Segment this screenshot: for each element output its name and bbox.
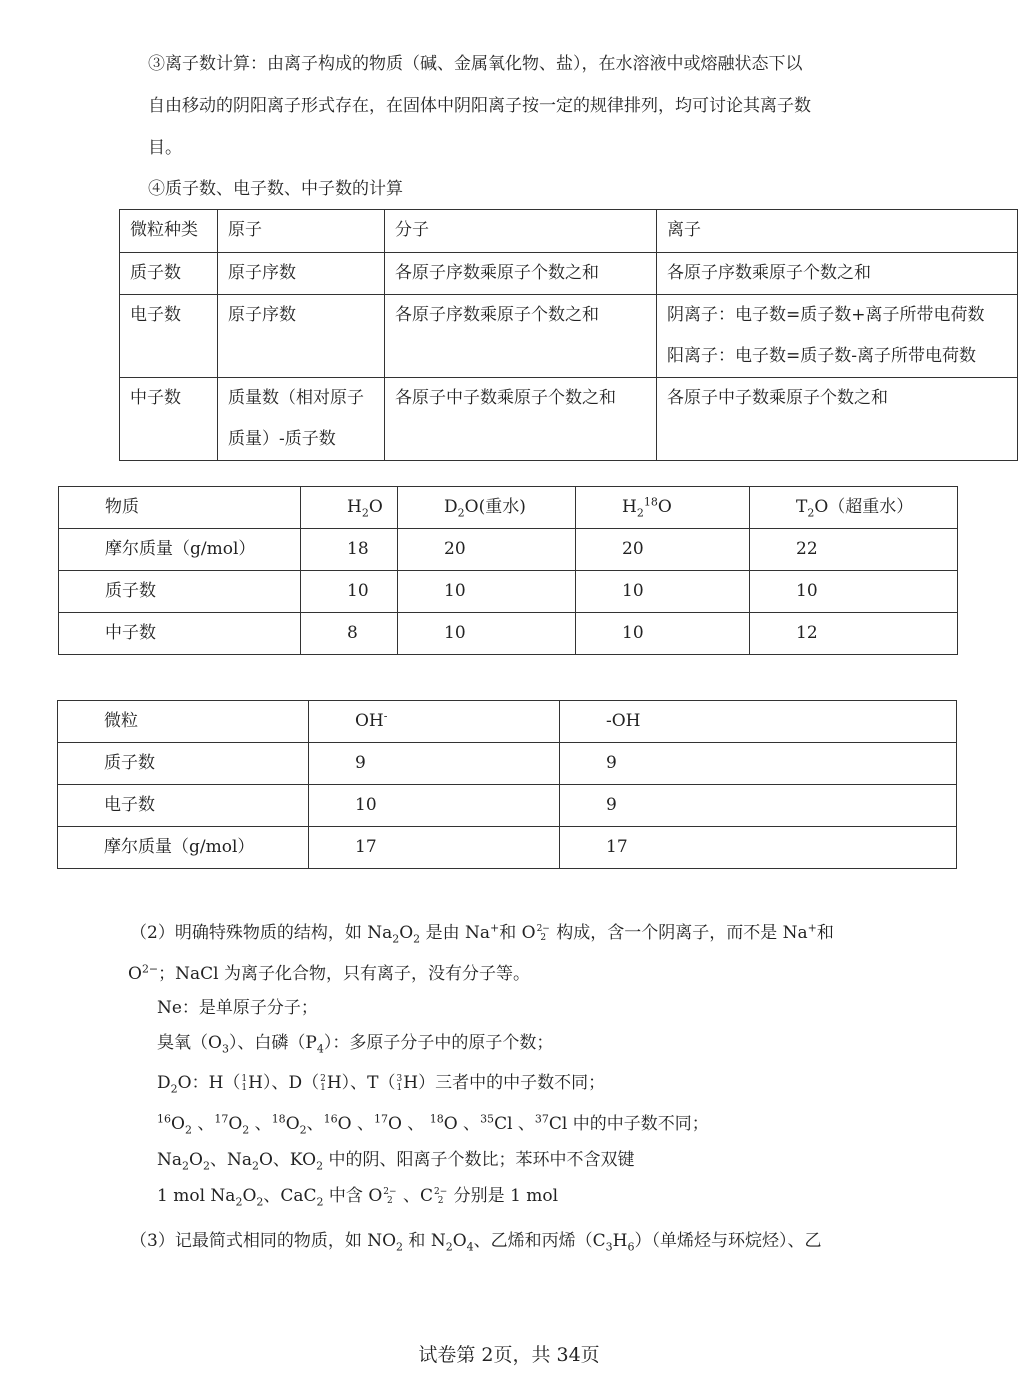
subscript: 2 xyxy=(445,1240,453,1254)
table-cell: 电子数 xyxy=(120,295,218,378)
table-row xyxy=(120,378,1018,461)
subscript: 2 xyxy=(457,506,465,520)
anion-rule: 阴离子：电子数=质子数+离子所带电荷数 xyxy=(667,305,985,325)
text: ）、白磷（P xyxy=(228,1033,317,1053)
charge-stack xyxy=(383,1188,396,1206)
atomic-number: 1 xyxy=(320,1082,326,1093)
table-header xyxy=(750,487,958,529)
table-cell: 中子数 xyxy=(120,378,218,461)
superscript: 17 xyxy=(214,1112,229,1126)
table-cell: 9 xyxy=(560,743,957,785)
text: 和 xyxy=(816,923,834,943)
text: O xyxy=(128,964,142,984)
text: 、CaC xyxy=(263,1186,317,1206)
superscript: 37 xyxy=(534,1112,549,1126)
table-cell: 10 xyxy=(750,571,958,613)
page-footer: 试卷第 2页，共 34页 xyxy=(418,1344,600,1366)
superscript: 16 xyxy=(157,1112,171,1126)
subscript: 2 xyxy=(170,1082,178,1096)
table-cell: 12 xyxy=(750,613,958,655)
formula-part: O xyxy=(657,497,672,517)
table-cell: 10 xyxy=(309,785,560,827)
text: H）、T（ xyxy=(326,1073,396,1093)
table-cell: 17 xyxy=(309,827,560,869)
text: H）三者中的中子数不同； xyxy=(403,1073,606,1093)
text: 构成，含一个阴离子，而不是 Na xyxy=(550,923,808,943)
subscript: 2 xyxy=(184,1123,192,1137)
text: 中含 O xyxy=(323,1186,383,1206)
table-cell: 中子数 xyxy=(59,613,301,655)
text: Cl 中的中子数不同； xyxy=(548,1114,709,1134)
nuclide-stack xyxy=(320,1075,326,1093)
table-cell: 电子数 xyxy=(58,785,309,827)
table-row xyxy=(120,210,1018,253)
formula-part: H xyxy=(347,497,362,517)
table-cell: 质子数 xyxy=(58,743,309,785)
text: 1 mol Na xyxy=(157,1186,236,1206)
subscript: 2 xyxy=(202,1159,210,1173)
table-row xyxy=(59,571,958,613)
formula-part: T xyxy=(796,497,808,517)
superscript: 2− xyxy=(536,923,550,934)
text: O 、 xyxy=(337,1114,374,1134)
table-cell: 质子数 xyxy=(59,571,301,613)
table-cell xyxy=(218,378,385,461)
table-cell: 原子序数 xyxy=(218,252,385,295)
hydrogen-isotope-line xyxy=(157,1071,605,1095)
superscript: 18 xyxy=(643,495,658,509)
table-cell: 10 xyxy=(576,571,750,613)
point3-line2: 自由移动的阴阳离子形式存在，在固体中阴阳离子按一定的规律排列，均可讨论其离子数 xyxy=(148,96,811,116)
subscript: 2 xyxy=(361,506,369,520)
subscript: 2 xyxy=(316,1159,324,1173)
oxygen-isotope-line xyxy=(157,1112,709,1136)
text: 分别是 1 mol xyxy=(448,1186,559,1206)
table-cell: 各原子序数乘原子个数之和 xyxy=(657,252,1018,295)
point3-line1: ③离子数计算：由离子构成的物质（碱、金属氧化物、盐），在水溶液中或熔融状态下以 xyxy=(148,54,803,74)
text: ；NaCl 为离子化合物，只有离子，没有分子等。 xyxy=(158,964,531,984)
mass-number: 1 xyxy=(241,1073,248,1084)
table-cell: 摩尔质量（g/mol） xyxy=(58,827,309,869)
table-cell: 10 xyxy=(576,613,750,655)
table-cell: 质子数 xyxy=(120,252,218,295)
table-header xyxy=(309,701,560,743)
formula-part: OH xyxy=(355,711,384,731)
table-cell: 原子序数 xyxy=(218,295,385,378)
charge-stack xyxy=(434,1188,447,1206)
text: 是由 Na xyxy=(420,923,490,943)
text: O：H（ xyxy=(177,1073,241,1093)
text: 、 xyxy=(191,1114,215,1134)
text: O xyxy=(228,1114,243,1134)
text: 和 O xyxy=(499,923,536,943)
mass-number: 3 xyxy=(396,1073,403,1084)
subscript: 2 xyxy=(299,1123,307,1137)
formula-part: O（超重水） xyxy=(814,497,914,517)
superscript: - xyxy=(383,709,388,723)
table-cell: 20 xyxy=(398,529,576,571)
table-cell: 各原子中子数乘原子个数之和 xyxy=(657,378,1018,461)
table-cell: 20 xyxy=(576,529,750,571)
superscript: 2− xyxy=(141,962,159,976)
table-header: 微粒种类 xyxy=(120,210,218,253)
table-row xyxy=(58,827,957,869)
particle-count-table xyxy=(119,209,1018,461)
text: Na xyxy=(157,1150,183,1170)
text: O xyxy=(452,1231,467,1251)
table-row xyxy=(58,701,957,743)
point4-heading: ④质子数、电子数、中子数的计算 xyxy=(148,179,403,199)
subscript: 2 xyxy=(396,1240,404,1254)
text: O 、 xyxy=(443,1114,481,1134)
text: 、 xyxy=(306,1114,324,1134)
text: 臭氧（O xyxy=(157,1033,222,1053)
table-cell: 8 xyxy=(301,613,398,655)
table-row xyxy=(59,487,958,529)
table-cell: 10 xyxy=(301,571,398,613)
subscript: 2 xyxy=(392,932,400,946)
table-cell: 各原子中子数乘原子个数之和 xyxy=(385,378,657,461)
table-header: 分子 xyxy=(385,210,657,253)
formula-part: D xyxy=(444,497,458,517)
subscript: 2 xyxy=(182,1159,190,1173)
nuclide-stack xyxy=(397,1075,403,1093)
table-header xyxy=(398,487,576,529)
text: 中的阴、阳离子个数比；苯环中不含双键 xyxy=(323,1150,635,1170)
text: O xyxy=(285,1114,300,1134)
superscript: 2− xyxy=(383,1186,397,1197)
subscript: 2 xyxy=(316,1195,324,1209)
table-cell: 9 xyxy=(560,785,957,827)
text: （3）记最简式相同的物质，如 NO xyxy=(130,1231,397,1251)
text: O xyxy=(399,923,414,943)
subscript: 4 xyxy=(316,1042,324,1056)
atomic-number: 1 xyxy=(241,1082,248,1093)
text: 、 xyxy=(249,1114,272,1134)
text: 和 N xyxy=(403,1231,446,1251)
text: H）、D（ xyxy=(248,1073,320,1093)
table-cell: 摩尔质量（g/mol） xyxy=(59,529,301,571)
text: O xyxy=(171,1114,185,1134)
cation-rule: 阳离子：电子数=质子数-离子所带电荷数 xyxy=(667,346,976,366)
text: 、Na xyxy=(209,1150,252,1170)
subscript: 3 xyxy=(221,1042,229,1056)
table-header: 原子 xyxy=(218,210,385,253)
subscript: 2 xyxy=(807,506,815,520)
table-cell xyxy=(657,295,1018,378)
formula-part: O(重水) xyxy=(464,497,526,517)
superscript: 17 xyxy=(373,1112,388,1126)
subscript: 3 xyxy=(605,1240,613,1254)
text: H xyxy=(612,1231,628,1251)
table-row xyxy=(58,785,957,827)
table-header: -OH xyxy=(560,701,957,743)
subscript: 2 xyxy=(251,1159,259,1173)
superscript: 18 xyxy=(429,1112,444,1126)
ne-line: Ne：是单原子分子； xyxy=(157,998,318,1018)
text: O xyxy=(242,1186,257,1206)
text: ）（单烯烃与环烷烃）、乙 xyxy=(634,1231,822,1251)
superscript: + xyxy=(807,921,817,935)
section3-line xyxy=(130,1229,822,1253)
table-cell: 18 xyxy=(301,529,398,571)
table-row xyxy=(120,295,1018,378)
subscript: 2 xyxy=(235,1195,243,1209)
text: O、KO xyxy=(258,1150,317,1170)
subscript: 2 xyxy=(256,1195,264,1209)
point3-line3: 目。 xyxy=(148,138,182,158)
table-row xyxy=(59,613,958,655)
superscript: 2− xyxy=(433,1186,448,1197)
text: 、乙烯和丙烯（C xyxy=(473,1231,606,1251)
mole-line xyxy=(157,1184,558,1208)
table-cell: 9 xyxy=(309,743,560,785)
nuclide-stack xyxy=(241,1075,247,1093)
text: （2）明确特殊物质的结构，如 Na xyxy=(130,923,393,943)
table-header xyxy=(576,487,750,529)
cell-line: 质量）-质子数 xyxy=(228,429,336,449)
table-cell: 17 xyxy=(560,827,957,869)
formula-part: O xyxy=(368,497,383,517)
table-row xyxy=(58,743,957,785)
water-isotope-table xyxy=(58,486,958,655)
subscript: 6 xyxy=(627,1240,635,1254)
superscript: 18 xyxy=(271,1112,286,1126)
subscript: 2 xyxy=(413,932,421,946)
subscript: 4 xyxy=(466,1240,474,1254)
section2-line2 xyxy=(128,962,530,986)
table-cell: 各原子序数乘原子个数之和 xyxy=(385,252,657,295)
table-header: 微粒 xyxy=(58,701,309,743)
superscript: + xyxy=(490,921,500,935)
text: 、C xyxy=(397,1186,433,1206)
table-row xyxy=(59,529,958,571)
cell-line: 质量数（相对原子 xyxy=(228,388,364,408)
subscript: 2 xyxy=(387,1195,393,1206)
section2-line1 xyxy=(130,921,834,945)
superscript: 35 xyxy=(480,1112,495,1126)
subscript: 2 xyxy=(437,1195,444,1206)
table-header: 离子 xyxy=(657,210,1018,253)
ion-ratio-line xyxy=(157,1148,635,1172)
subscript: 2 xyxy=(540,932,547,943)
superscript: 16 xyxy=(323,1112,338,1126)
formula-part: H xyxy=(622,497,637,517)
table-row xyxy=(120,252,1018,295)
table-header: 物质 xyxy=(59,487,301,529)
table-cell: 各原子序数乘原子个数之和 xyxy=(385,295,657,378)
text: D xyxy=(157,1073,171,1093)
subscript: 2 xyxy=(636,506,644,520)
mass-number: 2 xyxy=(320,1073,326,1084)
table-cell: 22 xyxy=(750,529,958,571)
subscript: 2 xyxy=(242,1123,250,1137)
ozone-line xyxy=(157,1031,553,1055)
text: O xyxy=(189,1150,203,1170)
charge-stack xyxy=(537,925,550,943)
text: O 、 xyxy=(387,1114,430,1134)
table-cell: 10 xyxy=(398,571,576,613)
table-header xyxy=(301,487,398,529)
atomic-number: 1 xyxy=(396,1082,403,1093)
text: ）：多原子分子中的原子个数； xyxy=(323,1033,554,1053)
text: Cl 、 xyxy=(494,1114,535,1134)
table-cell: 10 xyxy=(398,613,576,655)
hydroxyl-table xyxy=(57,700,957,869)
